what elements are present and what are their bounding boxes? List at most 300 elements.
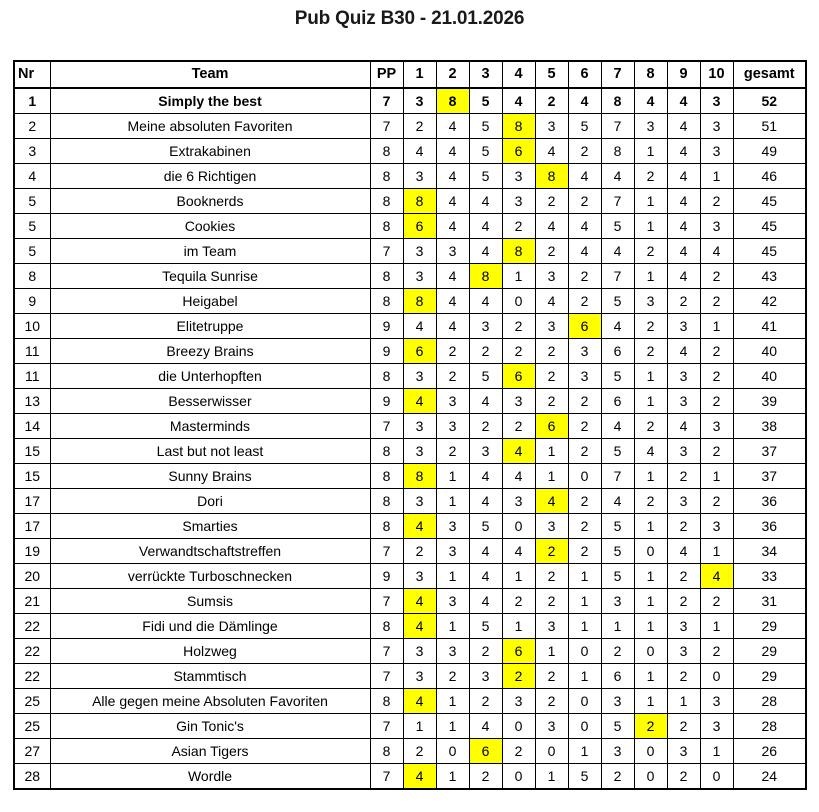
cell-pp: 8 xyxy=(370,214,403,239)
cell-round-score: 3 xyxy=(700,214,733,239)
cell-round-score: 7 xyxy=(601,464,634,489)
cell-round-score: 1 xyxy=(634,689,667,714)
table-row xyxy=(14,189,806,214)
cell-round-score: 3 xyxy=(700,114,733,139)
cell-round-score: 1 xyxy=(634,464,667,489)
cell-total-score: 45 xyxy=(733,189,806,214)
cell-rank: 4 xyxy=(14,164,50,189)
cell-round-score: 7 xyxy=(601,114,634,139)
cell-round-score: 1 xyxy=(535,464,568,489)
cell-round-score: 3 xyxy=(700,689,733,714)
cell-round-score: 3 xyxy=(667,739,700,764)
cell-round-score: 1 xyxy=(436,489,469,514)
cell-pp: 8 xyxy=(370,689,403,714)
cell-round-score: 2 xyxy=(700,264,733,289)
cell-round-score: 4 xyxy=(601,489,634,514)
cell-round-score: 5 xyxy=(469,114,502,139)
cell-team-name: Verwandtschaftstreffen xyxy=(50,539,370,564)
cell-round-score: 4 xyxy=(469,564,502,589)
cell-round-score: 2 xyxy=(700,389,733,414)
table-row xyxy=(14,764,806,790)
cell-total-score: 29 xyxy=(733,639,806,664)
cell-round-score-highlighted: 8 xyxy=(502,239,535,264)
cell-team-name: Alle gegen meine Absoluten Favoriten xyxy=(50,689,370,714)
cell-round-score: 3 xyxy=(502,189,535,214)
cell-round-score: 1 xyxy=(700,739,733,764)
cell-round-score: 1 xyxy=(700,314,733,339)
cell-round-score: 0 xyxy=(634,739,667,764)
cell-round-score-highlighted: 8 xyxy=(502,114,535,139)
cell-total-score: 36 xyxy=(733,489,806,514)
table-row xyxy=(14,164,806,189)
header-row xyxy=(14,61,806,88)
cell-rank: 22 xyxy=(14,664,50,689)
page-title: Pub Quiz B30 - 21.01.2026 xyxy=(294,8,525,29)
cell-round-score: 3 xyxy=(601,739,634,764)
cell-total-score: 26 xyxy=(733,739,806,764)
cell-round-score: 0 xyxy=(436,739,469,764)
cell-round-score: 4 xyxy=(403,139,436,164)
cell-round-score: 0 xyxy=(634,639,667,664)
cell-round-score-highlighted: 8 xyxy=(436,88,469,114)
cell-round-score: 4 xyxy=(502,88,535,114)
table-row xyxy=(14,414,806,439)
cell-round-score: 2 xyxy=(502,339,535,364)
cell-round-score: 2 xyxy=(469,339,502,364)
cell-round-score: 0 xyxy=(568,714,601,739)
cell-round-score: 2 xyxy=(502,214,535,239)
cell-round-score: 2 xyxy=(535,689,568,714)
cell-pp: 7 xyxy=(370,639,403,664)
cell-round-score: 2 xyxy=(667,464,700,489)
cell-round-score: 2 xyxy=(469,639,502,664)
cell-round-score: 3 xyxy=(700,514,733,539)
cell-rank: 5 xyxy=(14,214,50,239)
cell-round-score: 4 xyxy=(601,414,634,439)
cell-team-name: Meine absoluten Favoriten xyxy=(50,114,370,139)
cell-round-score: 3 xyxy=(634,289,667,314)
cell-team-name: Extrakabinen xyxy=(50,139,370,164)
cell-round-score: 3 xyxy=(535,514,568,539)
cell-rank: 19 xyxy=(14,539,50,564)
cell-round-score: 3 xyxy=(403,414,436,439)
cell-round-score: 7 xyxy=(601,264,634,289)
cell-round-score: 2 xyxy=(568,189,601,214)
cell-round-score: 4 xyxy=(667,239,700,264)
column-header-round-1: 1 xyxy=(403,61,436,88)
column-header-round-8: 8 xyxy=(634,61,667,88)
cell-pp: 9 xyxy=(370,339,403,364)
cell-round-score-highlighted: 4 xyxy=(403,589,436,614)
cell-round-score: 2 xyxy=(667,514,700,539)
cell-round-score: 4 xyxy=(667,264,700,289)
cell-round-score: 3 xyxy=(403,564,436,589)
cell-round-score-highlighted: 4 xyxy=(403,689,436,714)
table-row xyxy=(14,439,806,464)
cell-round-score: 4 xyxy=(469,389,502,414)
cell-rank: 25 xyxy=(14,714,50,739)
cell-round-score: 3 xyxy=(469,314,502,339)
cell-round-score: 4 xyxy=(634,439,667,464)
cell-total-score: 37 xyxy=(733,439,806,464)
cell-total-score: 41 xyxy=(733,314,806,339)
cell-round-score: 3 xyxy=(436,239,469,264)
cell-round-score: 3 xyxy=(700,139,733,164)
cell-round-score-highlighted: 2 xyxy=(634,714,667,739)
cell-team-name: Wordle xyxy=(50,764,370,790)
cell-round-score: 1 xyxy=(502,564,535,589)
cell-pp: 7 xyxy=(370,88,403,114)
cell-rank: 13 xyxy=(14,389,50,414)
cell-round-score: 2 xyxy=(601,764,634,790)
cell-round-score: 4 xyxy=(469,214,502,239)
cell-round-score: 5 xyxy=(469,514,502,539)
cell-round-score: 3 xyxy=(502,689,535,714)
cell-round-score: 2 xyxy=(535,189,568,214)
cell-team-name: im Team xyxy=(50,239,370,264)
cell-round-score: 4 xyxy=(436,164,469,189)
cell-team-name: Gin Tonic's xyxy=(50,714,370,739)
cell-round-score: 2 xyxy=(502,589,535,614)
cell-pp: 9 xyxy=(370,389,403,414)
cell-total-score: 24 xyxy=(733,764,806,790)
cell-round-score: 4 xyxy=(667,414,700,439)
cell-pp: 8 xyxy=(370,164,403,189)
cell-round-score-highlighted: 8 xyxy=(403,289,436,314)
column-header-round-9: 9 xyxy=(667,61,700,88)
table-row xyxy=(14,389,806,414)
cell-round-score: 1 xyxy=(667,689,700,714)
table-row xyxy=(14,88,806,114)
cell-pp: 8 xyxy=(370,739,403,764)
cell-round-score: 1 xyxy=(436,764,469,790)
cell-round-score: 3 xyxy=(700,714,733,739)
cell-round-score: 8 xyxy=(601,88,634,114)
column-header-round-7: 7 xyxy=(601,61,634,88)
cell-round-score: 3 xyxy=(502,489,535,514)
cell-round-score: 1 xyxy=(634,214,667,239)
cell-rank: 21 xyxy=(14,589,50,614)
cell-round-score: 4 xyxy=(469,239,502,264)
cell-round-score: 4 xyxy=(568,164,601,189)
cell-round-score: 0 xyxy=(634,764,667,790)
cell-pp: 8 xyxy=(370,139,403,164)
cell-round-score: 3 xyxy=(403,164,436,189)
cell-round-score: 2 xyxy=(535,564,568,589)
cell-pp: 7 xyxy=(370,539,403,564)
cell-team-name: Stammtisch xyxy=(50,664,370,689)
cell-total-score: 42 xyxy=(733,289,806,314)
cell-total-score: 51 xyxy=(733,114,806,139)
cell-round-score: 3 xyxy=(403,88,436,114)
cell-pp: 8 xyxy=(370,264,403,289)
cell-round-score-highlighted: 8 xyxy=(403,189,436,214)
cell-total-score: 40 xyxy=(733,364,806,389)
cell-rank: 10 xyxy=(14,314,50,339)
cell-round-score: 4 xyxy=(436,264,469,289)
cell-round-score: 5 xyxy=(601,364,634,389)
cell-round-score: 2 xyxy=(568,439,601,464)
cell-round-score: 5 xyxy=(601,439,634,464)
cell-round-score: 2 xyxy=(667,564,700,589)
cell-pp: 7 xyxy=(370,239,403,264)
cell-round-score: 4 xyxy=(634,88,667,114)
cell-round-score: 2 xyxy=(436,339,469,364)
cell-round-score: 2 xyxy=(535,589,568,614)
cell-round-score: 5 xyxy=(601,564,634,589)
cell-round-score: 3 xyxy=(535,614,568,639)
cell-round-score: 0 xyxy=(568,689,601,714)
cell-pp: 8 xyxy=(370,289,403,314)
cell-total-score: 29 xyxy=(733,614,806,639)
cell-round-score: 0 xyxy=(502,289,535,314)
cell-team-name: Dori xyxy=(50,489,370,514)
cell-round-score: 2 xyxy=(469,414,502,439)
cell-round-score: 3 xyxy=(667,639,700,664)
cell-team-name: Simply the best xyxy=(50,88,370,114)
cell-round-score: 1 xyxy=(436,689,469,714)
table-row xyxy=(14,214,806,239)
cell-round-score: 3 xyxy=(436,539,469,564)
cell-pp: 8 xyxy=(370,439,403,464)
cell-round-score: 5 xyxy=(601,539,634,564)
cell-round-score: 1 xyxy=(436,714,469,739)
cell-rank: 17 xyxy=(14,514,50,539)
table-row xyxy=(14,739,806,764)
cell-team-name: Sumsis xyxy=(50,589,370,614)
column-header-pp: PP xyxy=(370,61,403,88)
cell-round-score: 2 xyxy=(700,439,733,464)
cell-round-score: 1 xyxy=(634,514,667,539)
cell-round-score: 4 xyxy=(601,239,634,264)
cell-round-score: 2 xyxy=(667,764,700,790)
cell-total-score: 28 xyxy=(733,714,806,739)
table-row xyxy=(14,614,806,639)
cell-round-score-highlighted: 6 xyxy=(469,739,502,764)
cell-total-score: 46 xyxy=(733,164,806,189)
column-header-round-3: 3 xyxy=(469,61,502,88)
cell-round-score: 0 xyxy=(535,739,568,764)
cell-round-score: 2 xyxy=(634,164,667,189)
cell-team-name: die Unterhopften xyxy=(50,364,370,389)
cell-team-name: Booknerds xyxy=(50,189,370,214)
table-row xyxy=(14,464,806,489)
cell-round-score: 4 xyxy=(667,114,700,139)
cell-round-score: 3 xyxy=(403,264,436,289)
cell-round-score: 3 xyxy=(568,364,601,389)
cell-round-score: 1 xyxy=(601,614,634,639)
column-header-round-6: 6 xyxy=(568,61,601,88)
cell-round-score: 5 xyxy=(469,88,502,114)
cell-round-score: 2 xyxy=(700,339,733,364)
cell-round-score: 1 xyxy=(568,739,601,764)
cell-round-score-highlighted: 4 xyxy=(403,514,436,539)
cell-round-score: 2 xyxy=(700,289,733,314)
cell-round-score: 1 xyxy=(634,614,667,639)
cell-round-score: 3 xyxy=(436,389,469,414)
cell-total-score: 45 xyxy=(733,214,806,239)
cell-round-score: 2 xyxy=(469,764,502,790)
cell-rank: 17 xyxy=(14,489,50,514)
cell-round-score: 5 xyxy=(469,614,502,639)
cell-round-score: 1 xyxy=(700,164,733,189)
cell-round-score: 2 xyxy=(535,664,568,689)
cell-round-score: 2 xyxy=(535,239,568,264)
cell-round-score: 4 xyxy=(436,289,469,314)
cell-round-score: 2 xyxy=(568,414,601,439)
cell-round-score-highlighted: 4 xyxy=(502,439,535,464)
cell-round-score: 1 xyxy=(568,664,601,689)
table-row xyxy=(14,314,806,339)
cell-round-score: 2 xyxy=(568,489,601,514)
cell-rank: 15 xyxy=(14,439,50,464)
cell-round-score-highlighted: 6 xyxy=(568,314,601,339)
cell-round-score: 4 xyxy=(469,589,502,614)
cell-round-score: 2 xyxy=(502,739,535,764)
cell-team-name: Breezy Brains xyxy=(50,339,370,364)
table-row xyxy=(14,514,806,539)
cell-round-score: 4 xyxy=(469,289,502,314)
cell-round-score: 2 xyxy=(535,339,568,364)
cell-round-score: 3 xyxy=(601,689,634,714)
cell-rank: 27 xyxy=(14,739,50,764)
cell-round-score: 3 xyxy=(667,314,700,339)
cell-round-score: 5 xyxy=(601,214,634,239)
cell-round-score: 2 xyxy=(535,389,568,414)
table-row xyxy=(14,139,806,164)
cell-round-score-highlighted: 2 xyxy=(502,664,535,689)
cell-team-name: Cookies xyxy=(50,214,370,239)
cell-round-score: 3 xyxy=(469,439,502,464)
cell-pp: 8 xyxy=(370,614,403,639)
cell-rank: 1 xyxy=(14,88,50,114)
cell-pp: 7 xyxy=(370,114,403,139)
cell-round-score: 4 xyxy=(667,164,700,189)
scores-table-container xyxy=(13,60,806,790)
cell-team-name: Last but not least xyxy=(50,439,370,464)
cell-rank: 3 xyxy=(14,139,50,164)
cell-round-score: 3 xyxy=(700,88,733,114)
cell-pp: 8 xyxy=(370,364,403,389)
table-row xyxy=(14,114,806,139)
cell-pp: 7 xyxy=(370,664,403,689)
cell-round-score: 3 xyxy=(436,639,469,664)
cell-round-score: 4 xyxy=(667,189,700,214)
cell-team-name: Tequila Sunrise xyxy=(50,264,370,289)
cell-round-score: 3 xyxy=(403,364,436,389)
cell-round-score: 4 xyxy=(436,139,469,164)
cell-round-score: 2 xyxy=(469,689,502,714)
cell-team-name: Fidi und die Dämlinge xyxy=(50,614,370,639)
cell-round-score: 2 xyxy=(700,189,733,214)
cell-round-score: 2 xyxy=(700,589,733,614)
cell-round-score: 1 xyxy=(535,639,568,664)
cell-round-score: 0 xyxy=(502,514,535,539)
cell-round-score: 5 xyxy=(601,514,634,539)
cell-round-score: 4 xyxy=(403,314,436,339)
cell-total-score: 45 xyxy=(733,239,806,264)
cell-round-score: 3 xyxy=(403,439,436,464)
cell-round-score: 4 xyxy=(667,139,700,164)
cell-pp: 7 xyxy=(370,714,403,739)
cell-round-score: 4 xyxy=(568,88,601,114)
cell-round-score: 2 xyxy=(601,639,634,664)
cell-round-score: 4 xyxy=(502,464,535,489)
cell-round-score: 3 xyxy=(667,389,700,414)
column-header-round-2: 2 xyxy=(436,61,469,88)
cell-round-score: 5 xyxy=(469,139,502,164)
cell-rank: 14 xyxy=(14,414,50,439)
cell-round-score: 3 xyxy=(403,239,436,264)
cell-round-score: 1 xyxy=(634,189,667,214)
cell-round-score: 2 xyxy=(634,239,667,264)
table-row xyxy=(14,364,806,389)
table-row xyxy=(14,664,806,689)
cell-round-score: 4 xyxy=(535,214,568,239)
cell-rank: 8 xyxy=(14,264,50,289)
cell-round-score: 2 xyxy=(436,439,469,464)
cell-round-score: 2 xyxy=(535,364,568,389)
cell-round-score: 4 xyxy=(667,339,700,364)
cell-round-score: 2 xyxy=(436,364,469,389)
cell-round-score: 0 xyxy=(634,539,667,564)
cell-round-score: 2 xyxy=(568,139,601,164)
cell-total-score: 38 xyxy=(733,414,806,439)
table-row xyxy=(14,639,806,664)
cell-round-score-highlighted: 6 xyxy=(502,639,535,664)
table-body xyxy=(14,88,806,789)
table-row xyxy=(14,239,806,264)
cell-round-score: 1 xyxy=(535,764,568,790)
cell-round-score: 0 xyxy=(700,664,733,689)
cell-round-score: 2 xyxy=(568,539,601,564)
cell-rank: 22 xyxy=(14,614,50,639)
cell-round-score: 4 xyxy=(568,239,601,264)
cell-round-score: 7 xyxy=(601,189,634,214)
column-header-round-5: 5 xyxy=(535,61,568,88)
table-row xyxy=(14,589,806,614)
cell-round-score: 3 xyxy=(403,664,436,689)
cell-rank: 11 xyxy=(14,339,50,364)
cell-round-score: 6 xyxy=(601,389,634,414)
cell-round-score: 3 xyxy=(667,489,700,514)
table-row xyxy=(14,264,806,289)
cell-round-score: 2 xyxy=(634,339,667,364)
cell-round-score: 4 xyxy=(667,88,700,114)
cell-round-score: 3 xyxy=(436,589,469,614)
cell-rank: 11 xyxy=(14,364,50,389)
cell-pp: 8 xyxy=(370,189,403,214)
cell-round-score: 1 xyxy=(634,364,667,389)
cell-total-score: 52 xyxy=(733,88,806,114)
cell-round-score: 5 xyxy=(469,364,502,389)
cell-round-score: 5 xyxy=(469,164,502,189)
cell-round-score: 0 xyxy=(568,639,601,664)
cell-round-score: 2 xyxy=(700,489,733,514)
cell-round-score: 3 xyxy=(403,489,436,514)
table-header xyxy=(14,61,806,88)
cell-round-score: 4 xyxy=(436,314,469,339)
cell-round-score: 2 xyxy=(568,264,601,289)
table-row xyxy=(14,714,806,739)
cell-rank: 22 xyxy=(14,639,50,664)
cell-round-score: 3 xyxy=(436,414,469,439)
cell-round-score: 1 xyxy=(502,614,535,639)
cell-round-score-highlighted: 4 xyxy=(403,389,436,414)
cell-round-score: 4 xyxy=(469,189,502,214)
cell-round-score: 6 xyxy=(601,339,634,364)
cell-round-score: 2 xyxy=(403,114,436,139)
